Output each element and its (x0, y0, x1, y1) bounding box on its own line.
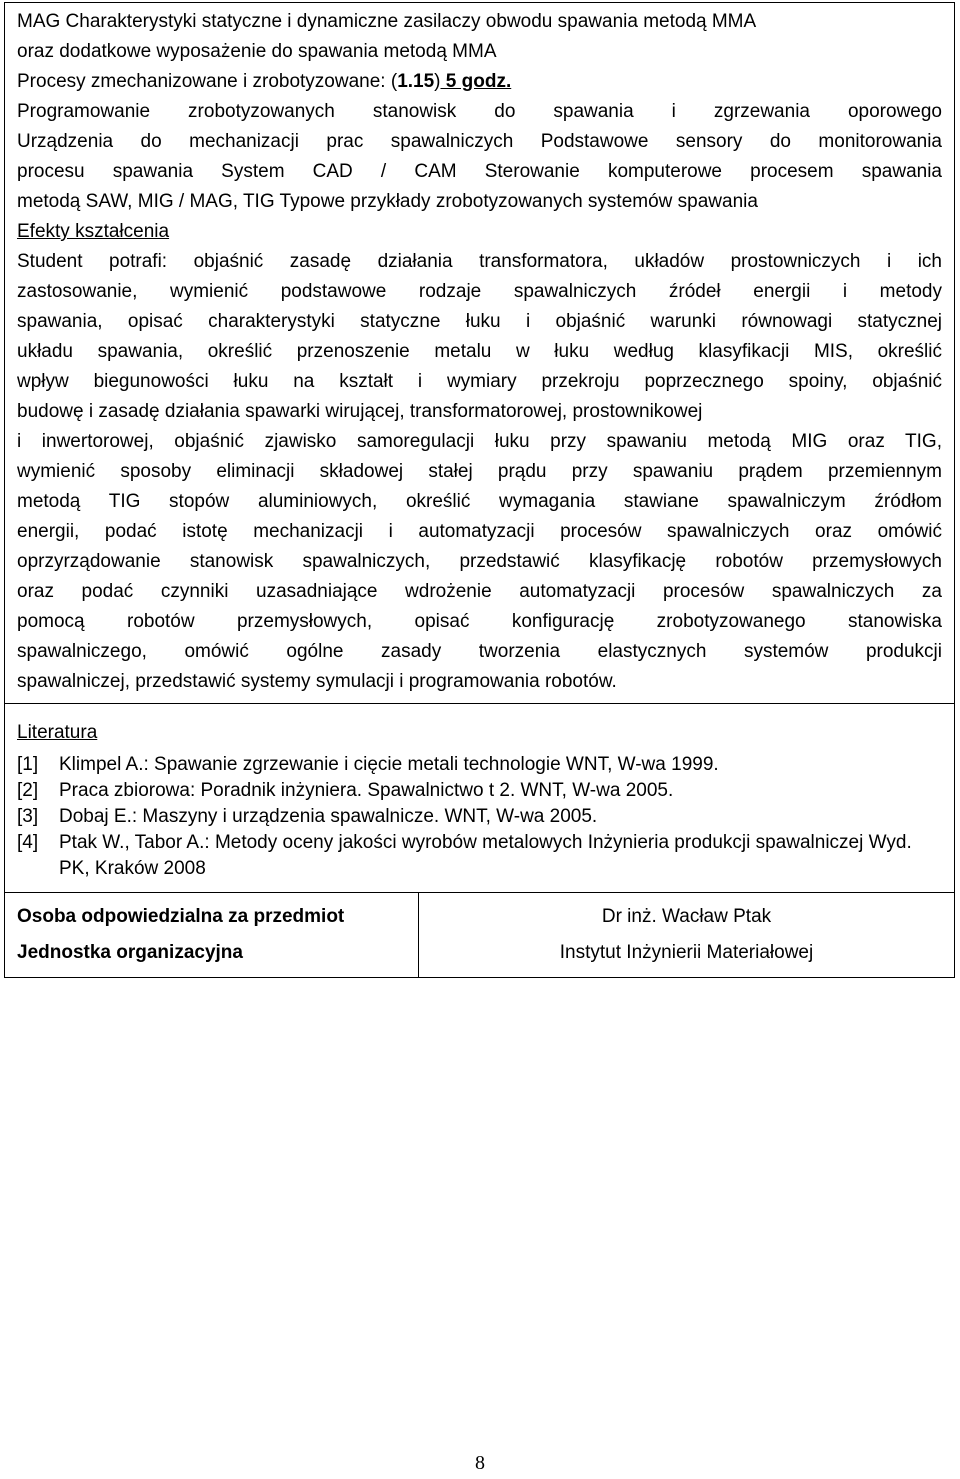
procesy-close: ) (434, 71, 441, 92)
efekty-heading: Efekty kształcenia (17, 221, 170, 242)
literature-item (17, 804, 942, 830)
efekty-line: wymienić sposoby eliminacji składowej stałej prądu przy spawaniu prądem przemiennym (17, 461, 942, 482)
efekty-line: spawalniczej, przedstawić systemy symulacji i programowania robotów. (17, 671, 617, 692)
procesy-number: 1.15 (397, 71, 435, 92)
intro-line: MAG Charakterystyki statyczne i dynamiczne zasilaczy obwodu spawania metodą MMA (17, 11, 757, 32)
efekty-line: spawalniczego, omówić ogólne zasady tworzenia elastycznych systemów produkcji (17, 641, 942, 662)
efekty-line: energii, podać istotę mechanizacji i automatyzacji procesów spawalniczych oraz omówić (17, 521, 942, 542)
literature-item (17, 752, 942, 778)
efekty-line: układu spawania, określić przenoszenie metalu w łuku według klasyfikacji MIS, określić (17, 341, 942, 362)
jednostka-label: Jednostka organizacyjna (17, 942, 243, 963)
efekty-line: wpływ biegunowości łuku na kształt i wymiary przekroju poprzecznego spoiny, objaśnić (17, 371, 942, 392)
value-column (419, 893, 954, 977)
efekty-line: zastosowanie, wymienić podstawowe rodzaje spawalniczych źródeł energii i metody (17, 281, 942, 302)
page-number: 8 (475, 1452, 485, 1474)
procesy-prefix: Procesy zmechanizowane i zrobotyzowane: ( (17, 71, 398, 92)
procesy-heading (17, 67, 942, 97)
program-line: procesu spawania System CAD / CAM Sterowanie komputerowe procesem spawania (17, 161, 942, 182)
jednostka-value: Instytut Inżynierii Materiałowej (559, 942, 814, 963)
efekty-line: pomocą robotów przemysłowych, opisać konfigurację zrobotyzowanego stanowiska (17, 611, 942, 632)
procesy-hours: 5 godz. (440, 71, 512, 92)
literature-number: [4] (17, 832, 39, 853)
literature-text: Praca zbiorowa: Poradnik inżyniera. Spawalnictwo t 2. WNT, W-wa 2005. (59, 780, 674, 801)
efekty-line: oprzyrządowanie stanowisk spawalniczych, przedstawić klasyfikację robotów przemysłowych (17, 551, 942, 572)
responsible-table (5, 893, 954, 977)
literature-number: [1] (17, 754, 39, 775)
literatura-heading: Literatura (17, 722, 98, 743)
literature-number: [3] (17, 806, 39, 827)
label-column (5, 893, 419, 977)
literature-text: Dobaj E.: Maszyny i urządzenia spawalnicze. WNT, W-wa 2005. (59, 806, 598, 827)
literature-text: Klimpel A.: Spawanie zgrzewanie i cięcie metali technologie WNT, W-wa 1999. (59, 754, 719, 775)
efekty-line: i inwertorowej, objaśnić zjawisko samoregulacji łuku przy spawaniu metodą MIG oraz TIG, (17, 431, 942, 452)
efekty-line: spawania, opisać charakterystyki statyczne łuku i objaśnić warunki równowagi statycznej (17, 311, 942, 332)
program-line: Programowanie zrobotyzowanych stanowisk do spawania i zgrzewania oporowego (17, 101, 942, 122)
literature-item (17, 830, 942, 882)
efekty-line: budowę i zasadę działania spawarki wirującej, transformatorowej, prostownikowej (17, 401, 703, 422)
syllabus-frame (4, 2, 955, 978)
program-line: metodą SAW, MIG / MAG, TIG Typowe przykłady zrobotyzowanych systemów spawania (17, 191, 758, 212)
literature-section (5, 704, 954, 893)
efekty-line: metodą TIG stopów aluminiowych, określić wymagania stawiane spawalniczym źródłom (17, 491, 942, 512)
literature-item (17, 778, 942, 804)
efekty-line: oraz podać czynniki uzasadniające wdrożenie automatyzacji procesów spawalniczych za (17, 581, 942, 602)
literature-number: [2] (17, 780, 39, 801)
course-content-section (5, 3, 954, 704)
intro-line: oraz dodatkowe wyposażenie do spawania metodą MMA (17, 41, 497, 62)
efekty-line: Student potrafi: objaśnić zasadę działania transformatora, układów prostowniczych i ich (17, 251, 942, 272)
program-line: Urządzenia do mechanizacji prac spawalniczych Podstawowe sensory do monitorowania (17, 131, 942, 152)
osoba-label: Osoba odpowiedzialna za przedmiot (17, 906, 345, 927)
literature-text: Ptak W., Tabor A.: Metody oceny jakości wyrobów metalowych Inżynieria produkcji spawalniczej Wyd. PK, Kraków 2008 (59, 832, 912, 879)
osoba-value: Dr inż. Wacław Ptak (601, 906, 772, 927)
